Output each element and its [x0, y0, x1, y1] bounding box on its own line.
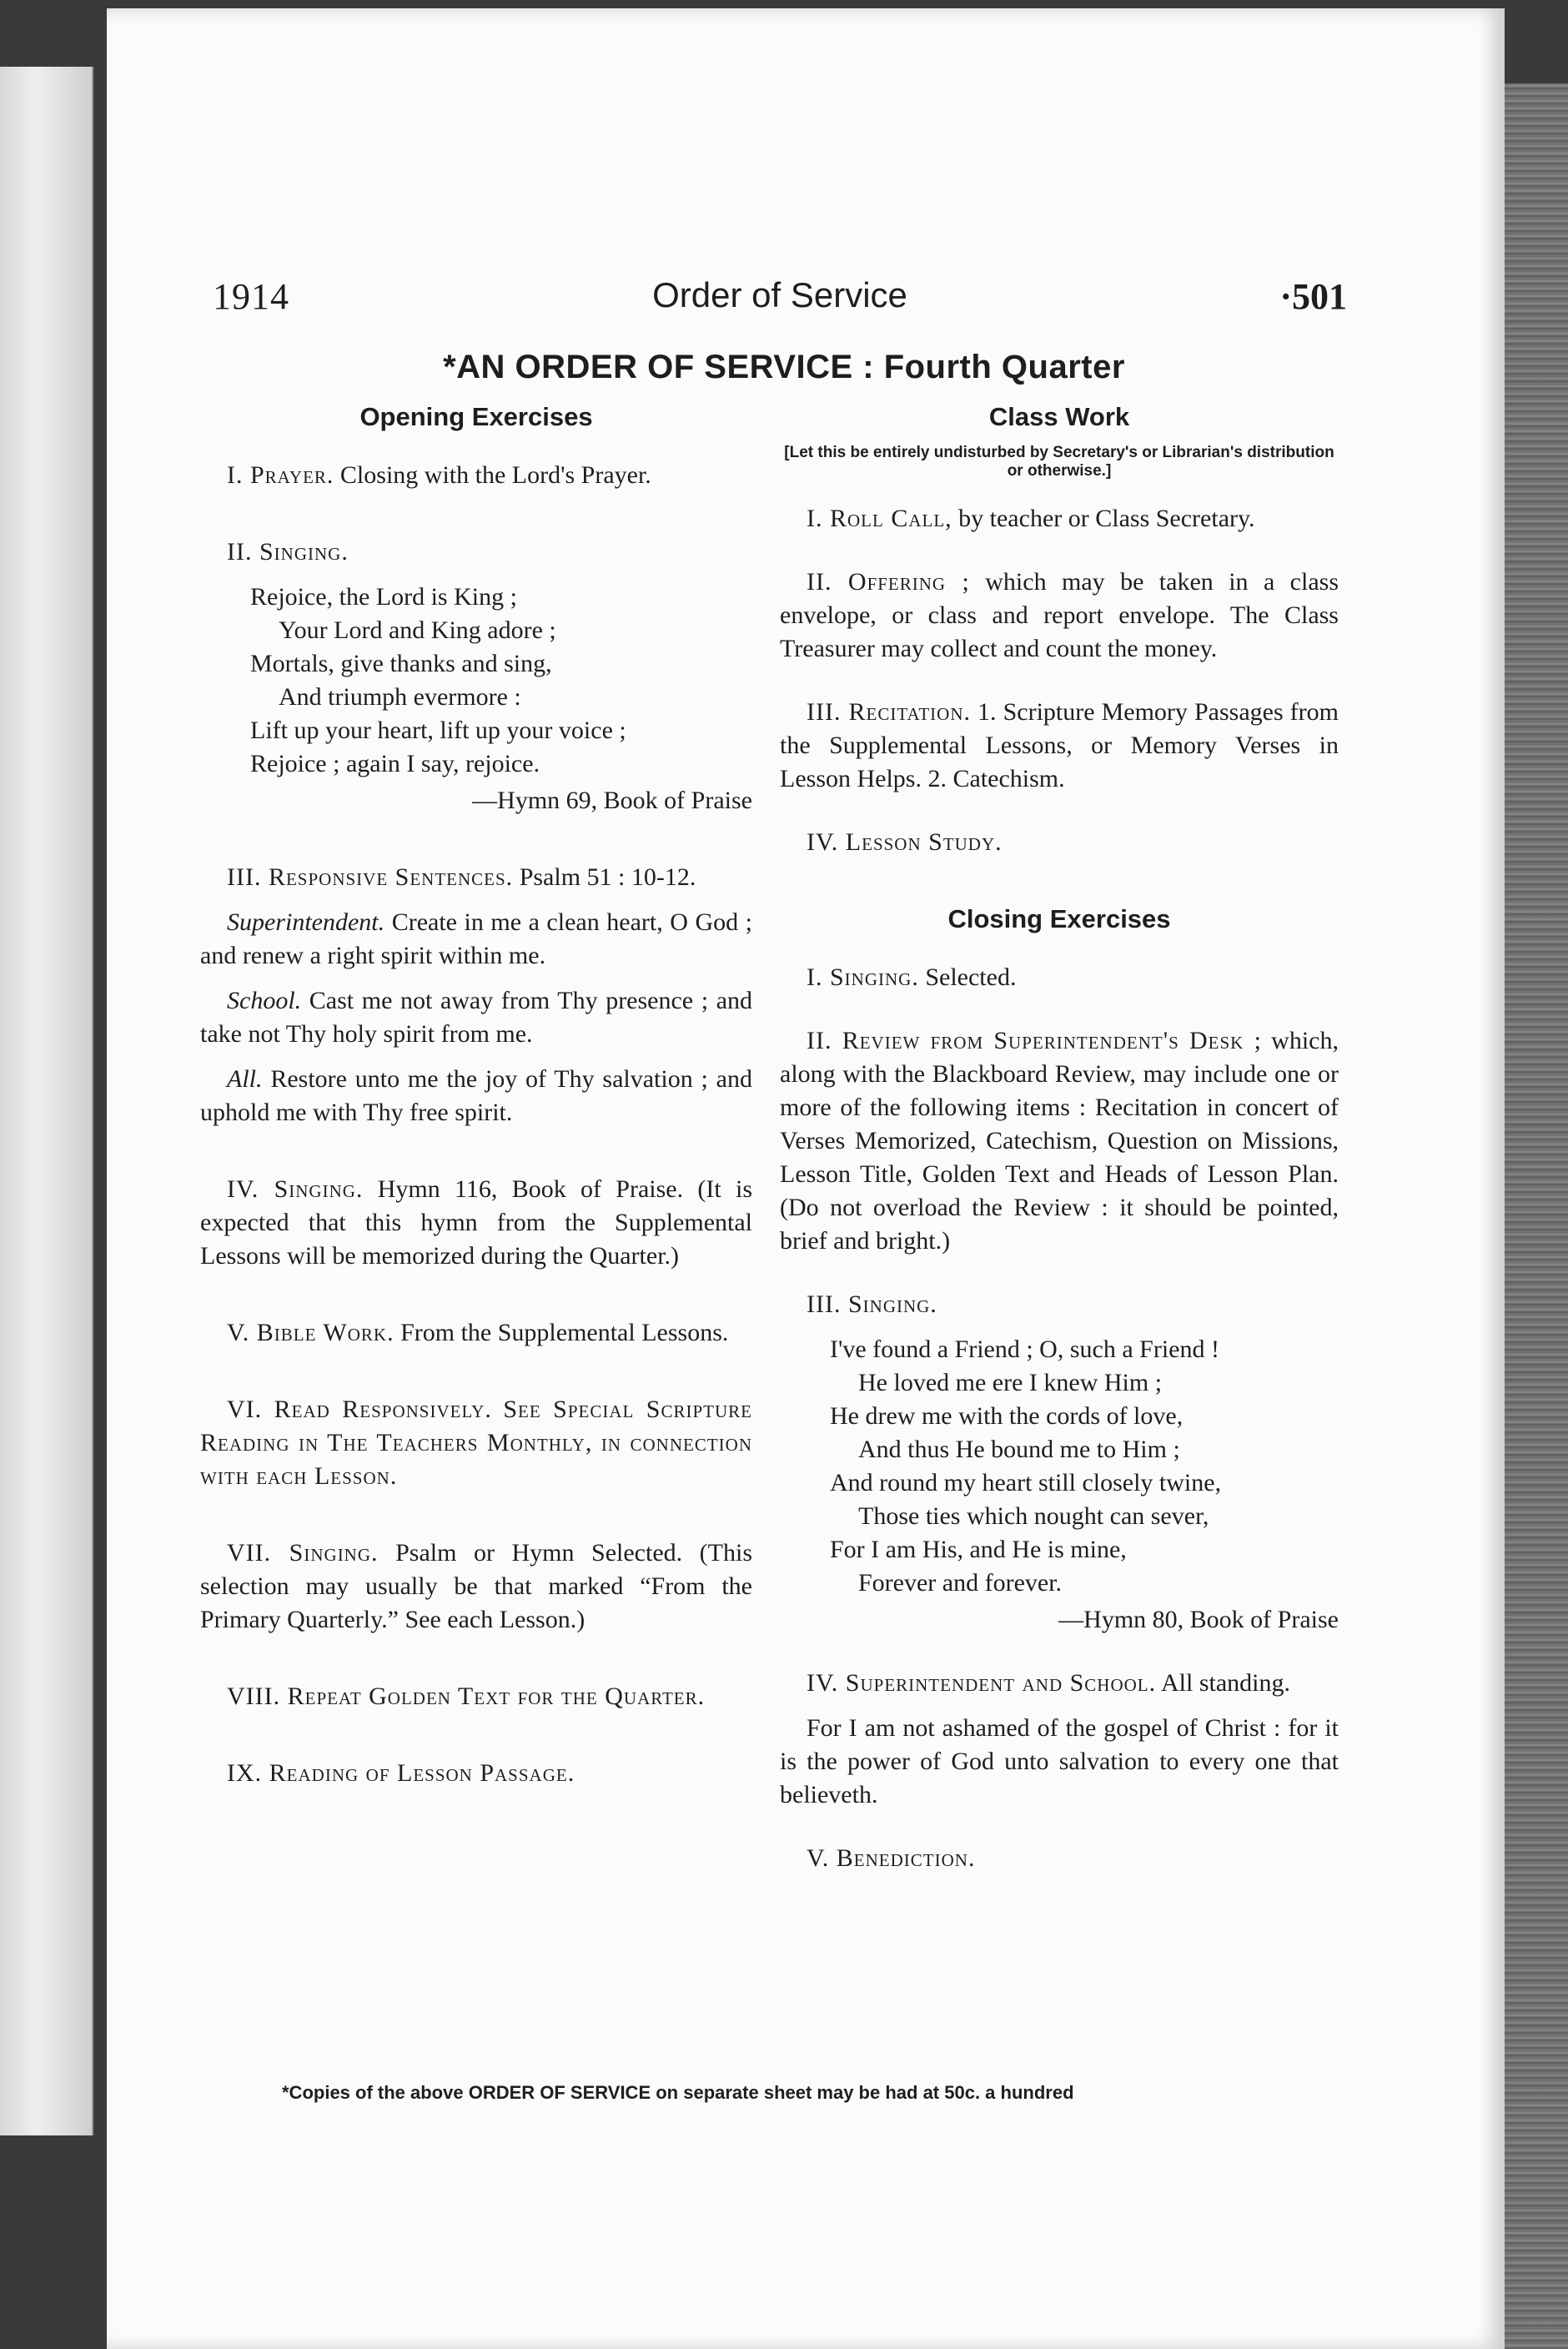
item-label: I. Prayer. [227, 461, 334, 489]
all-sentence [200, 1063, 752, 1129]
speaker-label: All. [227, 1065, 263, 1093]
speaker-label: School. [227, 987, 302, 1014]
item-label: I. Singing. [807, 963, 919, 991]
running-head-title: Order of Service [652, 275, 907, 314]
class-work-column [780, 400, 1339, 1875]
closing-item-review [780, 1024, 1339, 1258]
item-label: VI. Read Responsively. [227, 1396, 492, 1423]
item-singing [200, 536, 752, 569]
verse-line: For I am His, and He is mine, [830, 1536, 1127, 1563]
item-text: by teacher or Class Secretary. [958, 505, 1255, 532]
item-text: From the Supplemental Lessons. [400, 1319, 729, 1346]
closing-item-singing-hymn [780, 1288, 1339, 1321]
item-text: Hymn 116, Book of Praise. (It is expected that this hymn from the Supplemental Lessons will be memorized during the Quarter.) [200, 1175, 753, 1270]
running-head [213, 275, 1347, 334]
item-offering [780, 566, 1339, 666]
verse-line: And round my heart still closely twine, [830, 1469, 1222, 1496]
item-text: 1. Scripture Memory Passages from the Supplemental Lessons, or Memory Verses in Lesson Helps. 2. Catechism. [780, 698, 1339, 792]
item-text: Psalm 51 : 10-12. [519, 863, 696, 891]
item-text: which may be taken in a class envelope, or class and report envelope. The Class Treasurer may collect and count the money. [780, 568, 1339, 662]
closing-item-singing [780, 961, 1339, 994]
item-lesson-study: IV. Lesson Study. [807, 828, 1003, 856]
footnote: *Copies of the above ORDER OF SERVICE on separate sheet may be had at 50c. a hundred [282, 2082, 1074, 2103]
item-label: IV. Superintendent and School. [807, 1669, 1157, 1697]
item-text: which, along with the Blackboard Review, may include one or more of the following items : Recitation in concert of Verses Memorized, Catechism, Question on Missions, Lesson Title, Golden Text and Heads of Lesson Plan. (Do not overload the Review : it should be pointed, brief and bright.) [780, 1027, 1339, 1255]
item-roll-call [780, 502, 1339, 536]
verse-line: He drew me with the cords of love, [830, 1402, 1184, 1430]
book-fore-edge [1501, 83, 1568, 2349]
item-singing-psalm [200, 1537, 752, 1637]
item-label: V. Bible Work. [227, 1319, 395, 1346]
sentence-text: Create in me a clean heart, O God ; and renew a right spirit within me. [200, 908, 753, 969]
closing-scripture-verse: For I am not ashamed of the gospel of Christ : for it is the power of God unto salvation to every one that believeth. [780, 1714, 1339, 1808]
facing-page-edge [0, 67, 93, 2135]
verse-line: Mortals, give thanks and sing, [250, 650, 552, 677]
running-head-year: 1914 [213, 276, 289, 317]
item-label: I. Roll Call, [807, 505, 952, 532]
item-label: II. Singing. [227, 538, 349, 566]
item-recitation [780, 696, 1339, 796]
item-text: Selected. [925, 963, 1017, 991]
item-label: III. Recitation. [807, 698, 971, 726]
verse-line: He loved me ere I knew Him ; [858, 1369, 1163, 1396]
item-label: III. Singing. [807, 1290, 937, 1318]
item-text: All standing. [1161, 1669, 1290, 1697]
hymn-80-verse [780, 1333, 1339, 1600]
item-golden-text: VIII. Repeat Golden Text for the Quarter. [227, 1683, 706, 1710]
item-text: Closing with the Lord's Prayer. [339, 461, 651, 489]
speaker-label: Superintendent. [227, 908, 385, 936]
page-title: *AN ORDER OF SERVICE : Fourth Quarter [443, 349, 1125, 385]
item-text: Psalm or Hymn Selected. (This selection may usually be that marked “From the Primary Quarterly.” See each Lesson.) [200, 1539, 753, 1633]
item-label: II. Offering ; [807, 568, 970, 596]
verse-line: And thus He bound me to Him ; [858, 1436, 1180, 1463]
item-label: III. Responsive Sentences. [227, 863, 514, 891]
item-singing-hymn-116 [200, 1173, 752, 1273]
item-lesson-passage: IX. Reading of Lesson Passage. [227, 1759, 575, 1787]
closing-exercises-heading: Closing Exercises [947, 904, 1171, 933]
item-read-responsively [200, 1393, 752, 1493]
sentence-text: Restore unto me the joy of Thy salvation ; and uphold me with Thy free spirit. [200, 1065, 753, 1126]
hymn-citation: —Hymn 80, Book of Praise [1058, 1606, 1339, 1633]
page-number: ·501 [1279, 276, 1347, 317]
verse-line: Rejoice, the Lord is King ; [250, 583, 517, 611]
verse-line: Forever and forever. [858, 1569, 1063, 1597]
item-label: VII. Singing. [227, 1539, 379, 1567]
verse-line: Your Lord and King adore ; [279, 616, 556, 644]
class-work-heading: Class Work [988, 402, 1130, 431]
item-bible-work [200, 1316, 752, 1350]
verse-line: Rejoice ; again I say, rejoice. [250, 750, 540, 777]
hymn-69-verse [200, 581, 752, 781]
opening-exercises-column [200, 400, 752, 1790]
class-work-note: [Let this be entirely undisturbed by Secretary's or Librarian's distribution or otherwise.] [784, 444, 1334, 480]
item-responsive-sentences [200, 861, 752, 894]
opening-exercises-heading: Opening Exercises [359, 402, 593, 431]
item-label: II. Review from Superintendent's Desk ; [807, 1027, 1262, 1054]
sentence-text: Cast me not away from Thy presence ; and take not Thy holy spirit from me. [200, 987, 753, 1048]
verse-line: Those ties which nought can sever, [858, 1502, 1209, 1530]
hymn-citation: —Hymn 69, Book of Praise [472, 787, 752, 814]
superintendent-sentence [200, 906, 752, 973]
item-label: IV. Singing. [227, 1175, 364, 1203]
verse-line: Lift up your heart, lift up your voice ; [250, 717, 626, 744]
school-sentence [200, 984, 752, 1051]
closing-item-superintendent-school [780, 1667, 1339, 1700]
verse-line: I've found a Friend ; O, such a Friend ! [830, 1335, 1219, 1363]
closing-item-benediction: V. Benediction. [807, 1844, 976, 1872]
item-prayer [200, 459, 752, 492]
item-text: See Special Scripture Reading in The Teachers Monthly, in connection with each Lesson. [200, 1396, 752, 1490]
verse-line: And triumph evermore : [279, 683, 521, 711]
